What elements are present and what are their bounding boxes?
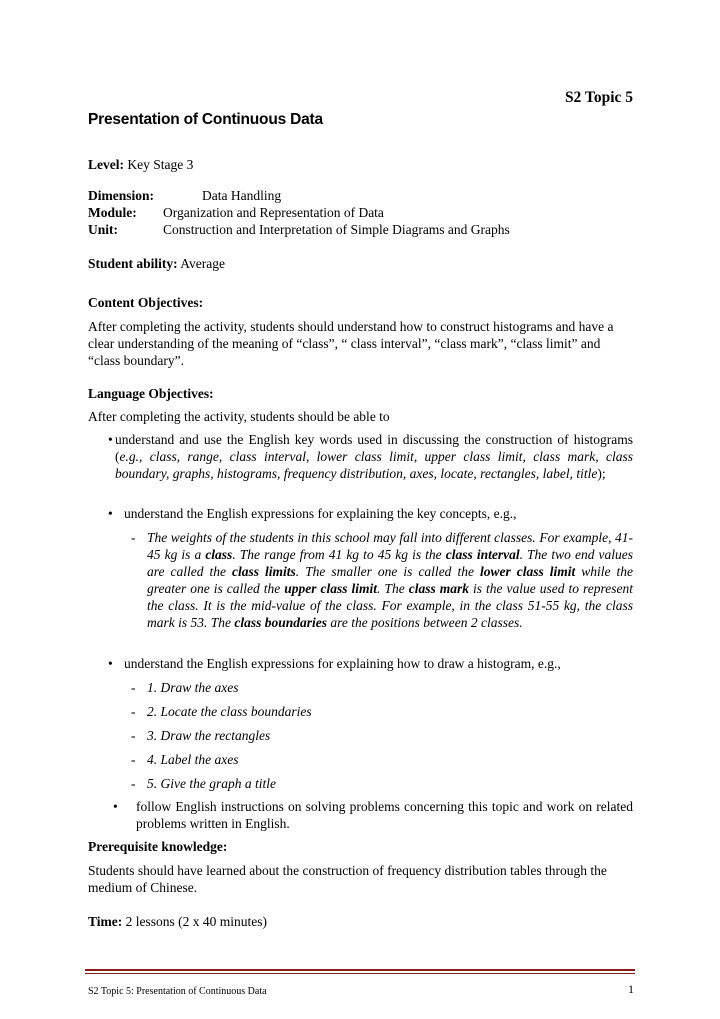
bullet-1-icon: • bbox=[108, 432, 113, 447]
bullet-4-icon: • bbox=[113, 799, 118, 814]
bullet-1-end: ); bbox=[597, 466, 606, 481]
time-value: 2 lessons (2 x 40 minutes) bbox=[125, 914, 267, 929]
bullet-2-icon: • bbox=[108, 506, 113, 521]
time-label: Time: bbox=[88, 914, 123, 929]
bullet-1-lead: understand and use the English key words used in discussing the construction of histograms ( bbox=[115, 432, 633, 464]
ex-k1: class bbox=[205, 547, 233, 562]
ex-p3: . The two end values are called the bbox=[147, 547, 634, 579]
footer-text: S2 Topic 5: Presentation of Continuous Data bbox=[88, 986, 267, 997]
footer-rule bbox=[85, 969, 635, 971]
ex-p1: The weights of the students in this school may fall into different classes. For example, 41-45 kg is a bbox=[147, 530, 633, 562]
level-label: Level: bbox=[88, 157, 124, 172]
step-dash: - bbox=[131, 776, 136, 791]
ex-k4: lower class limit bbox=[479, 564, 576, 579]
ability-value: Average bbox=[180, 256, 226, 271]
dimension-label: Dimension: bbox=[88, 188, 155, 203]
content-objectives-text: After completing the activity, students should understand how to construct histograms and have a clear understanding of the meaning of “class”, “ class interval”, “class mark”, “class limit” and “class boundary”. bbox=[88, 319, 614, 368]
unit-value: Construction and Interpretation of Simple Diagrams and Graphs bbox=[163, 222, 510, 237]
bullet-1-keywords: e.g., class, range, class interval, lower class limit, upper class limit, class mark, class boundary, graphs, histograms, frequency distribution, axes, locate, rectangles, label, title bbox=[115, 449, 633, 481]
ex-k2: class interval bbox=[445, 547, 520, 562]
step-dash: - bbox=[131, 704, 136, 719]
language-objectives-intro: After completing the activity, students should be able to bbox=[88, 409, 390, 424]
module-label: Module: bbox=[88, 205, 137, 220]
step-5: 5. Give the graph a title bbox=[147, 776, 276, 791]
content-objectives-heading bbox=[88, 294, 203, 311]
bullet-4-text: follow English instructions on solving problems concerning this topic and work on related problems written in English. bbox=[136, 799, 633, 831]
language-objectives-heading-text: Language Objectives: bbox=[88, 386, 214, 401]
time-line bbox=[88, 913, 267, 930]
level-line bbox=[88, 156, 193, 173]
ex-k7: class boundaries bbox=[234, 615, 328, 630]
page-title: Presentation of Continuous Data bbox=[88, 111, 323, 128]
bullet-3-text: understand the English expressions for explaining how to draw a histogram, e.g., bbox=[124, 656, 561, 671]
unit-label: Unit: bbox=[88, 222, 118, 237]
ability-label: Student ability: bbox=[88, 256, 178, 271]
ex-k6: class mark bbox=[408, 581, 469, 596]
bullet-1-text bbox=[100, 431, 633, 482]
module-line bbox=[88, 204, 384, 221]
ex-k5: upper class limit bbox=[284, 581, 378, 596]
dimension-value: Data Handling bbox=[202, 188, 282, 203]
topic-label: S2 Topic 5 bbox=[564, 89, 633, 106]
content-objectives-heading-text: Content Objectives: bbox=[88, 295, 204, 310]
bullet-2-text: understand the English expressions for explaining the key concepts, e.g., bbox=[124, 506, 517, 521]
prerequisite-text: Students should have learned about the construction of frequency distribution tables through the medium of Chinese. bbox=[88, 863, 607, 895]
unit-line bbox=[88, 221, 510, 238]
step-dash: - bbox=[131, 728, 136, 743]
bullet-3-icon: • bbox=[108, 656, 113, 671]
ability-line bbox=[88, 255, 225, 272]
example-paragraph bbox=[147, 529, 633, 631]
step-2: 2. Locate the class boundaries bbox=[147, 704, 312, 719]
prerequisite-heading bbox=[88, 838, 227, 855]
ex-p5: while the greater one is called the bbox=[147, 564, 633, 596]
prerequisite-heading-text: Prerequisite knowledge: bbox=[88, 839, 228, 854]
ex-p7: is the value used to represent the class. It is the mid-value of the class. For example, in the class 51-55 kg, the class mark is 53. The bbox=[147, 581, 633, 630]
step-1: 1. Draw the axes bbox=[147, 680, 239, 695]
step-dash: - bbox=[131, 680, 136, 695]
step-4: 4. Label the axes bbox=[147, 752, 239, 767]
footer-rule-thin bbox=[85, 973, 635, 974]
module-value: Organization and Representation of Data bbox=[163, 205, 384, 220]
ex-p2: . The range from 41 kg to 45 kg is the bbox=[232, 547, 446, 562]
page-number: 1 bbox=[628, 982, 634, 996]
ex-p4: . The smaller one is called the bbox=[295, 564, 480, 579]
dimension-line bbox=[88, 187, 282, 204]
ex-k3: class limits bbox=[232, 564, 296, 579]
example-dash: - bbox=[131, 530, 136, 545]
step-3: 3. Draw the rectangles bbox=[147, 728, 271, 743]
ex-p8: are the positions between 2 classes. bbox=[327, 615, 523, 630]
language-objectives-heading bbox=[88, 385, 214, 402]
level-value: Key Stage 3 bbox=[127, 157, 194, 172]
ex-p6: . The bbox=[377, 581, 409, 596]
step-dash: - bbox=[131, 752, 136, 767]
